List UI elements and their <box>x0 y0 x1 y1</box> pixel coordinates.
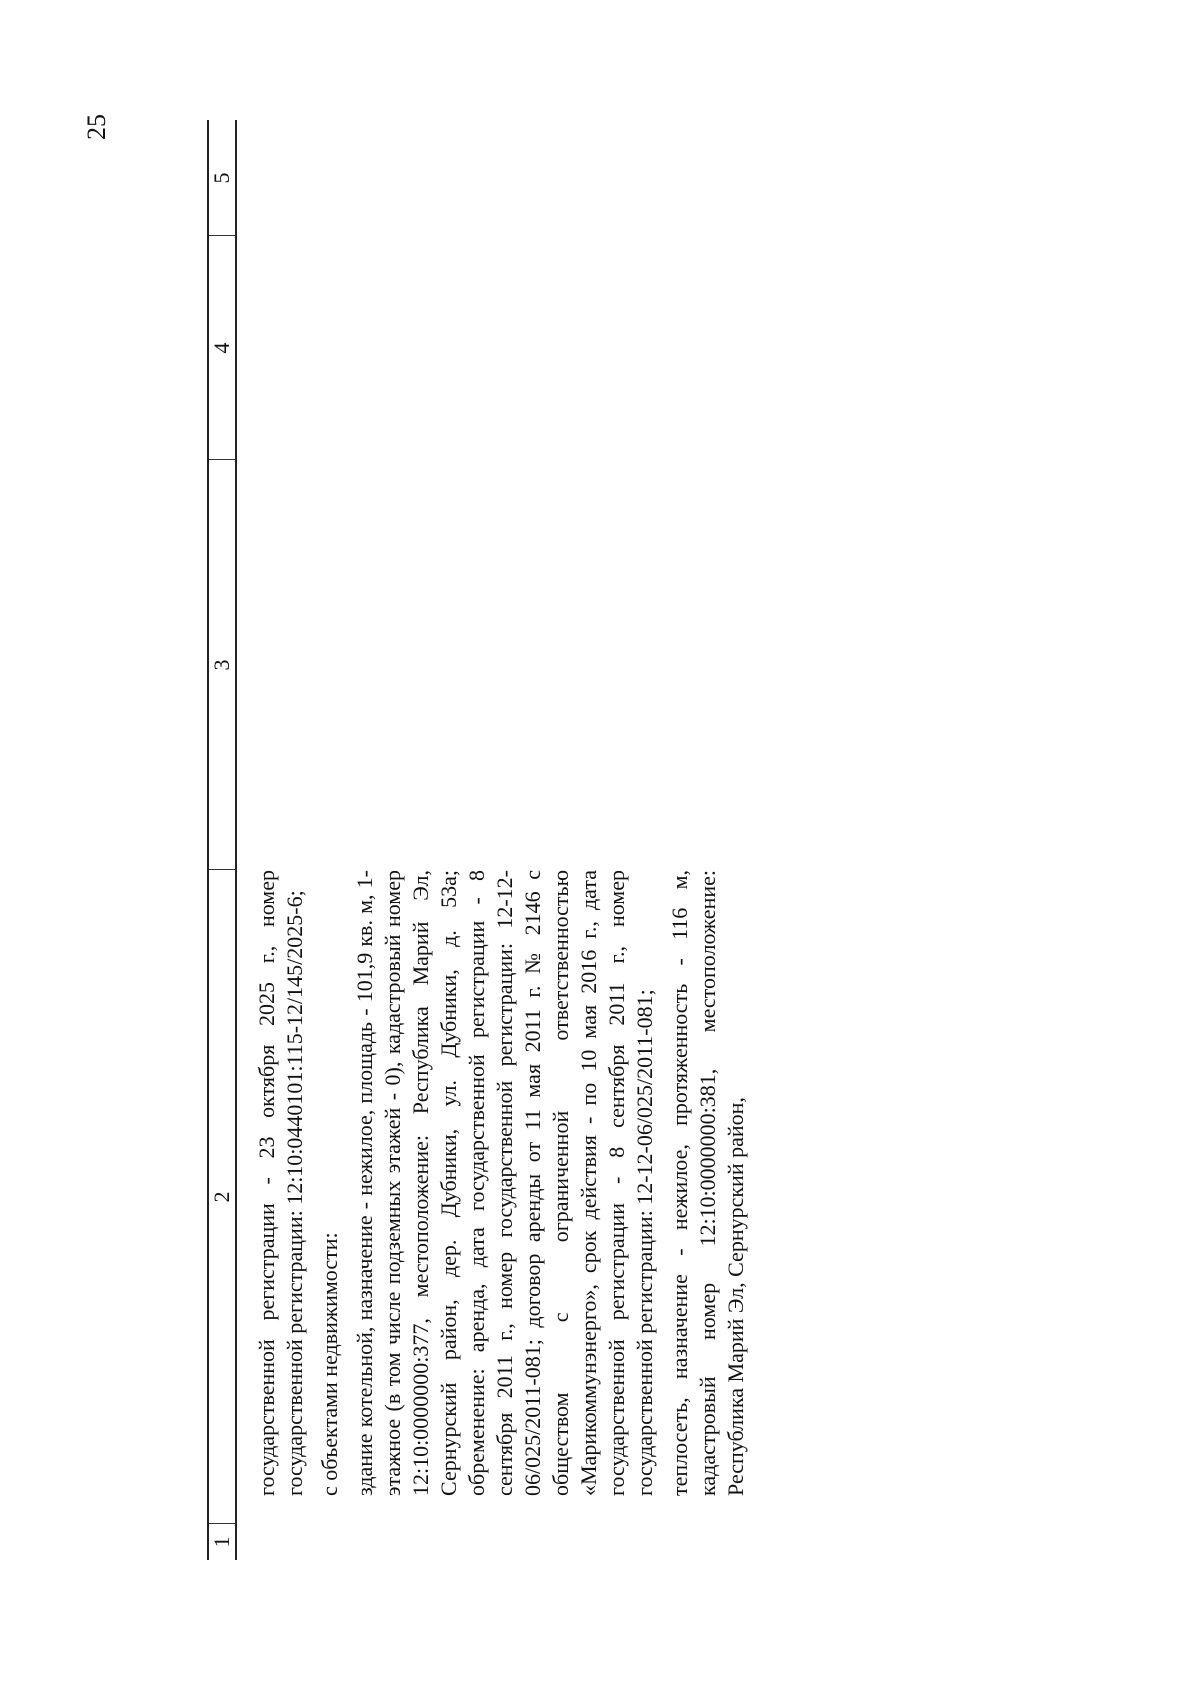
paragraph-heating-network: теплосеть, назначение - нежилое, протяженность - 116 м, кадастровый номер 12:10:0000000:381, местоположение: Республика Марий Эл, Сернурский район, <box>667 870 748 1496</box>
column-header-2: 2 <box>209 1191 234 1203</box>
rotated-page <box>207 120 1007 1560</box>
column-header-5: 5 <box>209 172 234 184</box>
paragraph-objects-heading: с объектами недвижимости: <box>317 1232 342 1496</box>
column-2-content <box>253 870 757 1496</box>
paragraph-boiler-building: здание котельной, назначение - нежилое, площадь - 101,9 кв. м, 1-этажное (в том числе подземных этажей - 0), кадастровый номер 12:10:0000000:377, местоположение: Республика Марий Эл, Сернурский район, дер. Дубники, ул. Дубники, д. 53а; обременение: аренда, дата государственной регистрации - 8 сентября 2011 г., номер государственной регистрации: 12-12-06/025/2011-081; договор аренды от 11 мая 2011 г. № 2146 с обществом с ограниченной ответственностью «Марикоммунэнерго», срок действия - по 10 мая 2016 г., дата государственной регистрации - 8 сентября 2011 г., номер государственной регистрации: 12-12-06/025/2011-081; <box>352 870 657 1496</box>
paragraph-registration-info: государственной регистрации - 23 октября 2025 г., номер государственной регистрации: 12:10:0440101:115-12/145/2025-6; <box>254 870 307 1496</box>
column-header-1: 1 <box>209 1536 234 1548</box>
table-header-row <box>209 120 237 1560</box>
column-header-4: 4 <box>209 342 234 354</box>
column-header-3: 3 <box>209 659 234 671</box>
property-table <box>207 120 1007 1560</box>
page-number: 25 <box>82 114 111 140</box>
